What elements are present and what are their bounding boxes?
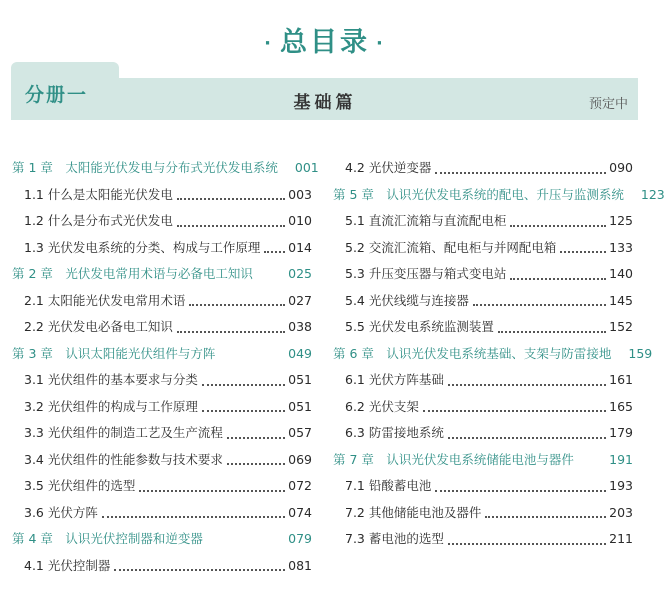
toc-section-row[interactable] [333, 420, 633, 447]
dot-leader [227, 463, 285, 465]
toc-entry-title: 2.2 光伏发电必备电工知识 [24, 319, 173, 334]
toc-page-number: 145 [609, 292, 633, 308]
dot-leader [177, 225, 285, 227]
toc-column-left [12, 155, 319, 579]
toc-page-number: 010 [288, 213, 312, 228]
toc-section-row[interactable] [12, 314, 312, 341]
toc-entry-title: 6.1 光伏方阵基础 [345, 372, 444, 387]
toc-chapter-row[interactable] [333, 182, 665, 209]
toc-section-row[interactable] [333, 394, 633, 421]
toc-entry-title: 5.3 升压变压器与箱式变电站 [345, 266, 507, 281]
dot-leader [177, 331, 285, 333]
toc-page-number: 014 [288, 239, 312, 255]
toc-entry-title: 第 1 章 太阳能光伏发电与分布式光伏发电系统 [12, 160, 278, 175]
toc-entry-title: 第 4 章 认识光伏控制器和逆变器 [12, 531, 203, 546]
toc-column-right [333, 155, 665, 553]
toc-section-row[interactable] [333, 473, 633, 500]
toc-page-number: 074 [288, 504, 312, 520]
toc-entry-title: 3.6 光伏方阵 [24, 504, 98, 520]
toc-page-number: 072 [288, 478, 312, 493]
toc-entry-title: 7.2 其他储能电池及器件 [345, 504, 482, 520]
dot-leader [510, 278, 606, 280]
toc-entry-title: 3.2 光伏组件的构成与工作原理 [24, 398, 198, 414]
dot-leader [435, 172, 606, 174]
toc-chapter-row[interactable] [12, 261, 312, 288]
dot-leader [114, 569, 285, 571]
toc-page-number: 069 [288, 451, 312, 467]
toc-section-row[interactable] [333, 208, 633, 235]
toc-entry-title: 1.3 光伏发电系统的分类、构成与工作原理 [24, 239, 261, 255]
toc-entry-title: 第 3 章 认识太阳能光伏组件与方阵 [12, 345, 216, 361]
toc-page-number: 165 [609, 398, 633, 414]
dot-leader [448, 384, 606, 386]
toc-entry-title: 2.1 太阳能光伏发电常用术语 [24, 292, 186, 308]
toc-page-number: 051 [288, 372, 312, 387]
toc-section-row[interactable] [12, 182, 312, 209]
toc-section-row[interactable] [12, 288, 312, 315]
toc-page-number: 057 [288, 425, 312, 440]
toc-entry-title: 1.2 什么是分布式光伏发电 [24, 213, 173, 228]
toc-page-number: 159 [628, 345, 653, 361]
toc-page-number: 123 [640, 186, 665, 202]
toc-entry-title: 4.1 光伏控制器 [24, 557, 111, 573]
toc-entry-title: 第 5 章 认识光伏发电系统的配电、升压与监测系统 [333, 186, 624, 202]
toc-section-row[interactable] [12, 553, 312, 580]
toc-entry-title: 5.2 交流汇流箱、配电柜与并网配电箱 [345, 239, 557, 255]
page-title [0, 20, 650, 59]
toc-entry-title: 第 2 章 光伏发电常用术语与必备电工知识 [12, 266, 253, 281]
toc-section-row[interactable] [333, 526, 633, 553]
toc-entry-title: 5.5 光伏发电系统监测装置 [345, 319, 494, 334]
toc-section-row[interactable] [12, 235, 312, 262]
dot-leader [560, 251, 606, 253]
toc-chapter-row[interactable] [12, 155, 319, 182]
toc-page-number: 179 [609, 425, 633, 440]
dot-leader [435, 490, 606, 492]
toc-entry-title: 7.1 铅酸蓄电池 [345, 478, 432, 493]
dot-leader [264, 251, 285, 253]
toc-entry-title: 6.2 光伏支架 [345, 398, 419, 414]
toc-chapter-row[interactable] [12, 341, 312, 368]
dot-leader [139, 490, 285, 492]
toc-page-number: 140 [609, 266, 633, 281]
toc-section-row[interactable] [333, 155, 633, 182]
toc-page-number: 003 [288, 186, 312, 202]
toc-section-row[interactable] [12, 473, 312, 500]
toc-page-number: 193 [609, 478, 633, 493]
toc-page-number: 191 [609, 451, 633, 467]
toc-section-row[interactable] [12, 500, 312, 527]
dot-leader [498, 331, 606, 333]
toc-page-number: 152 [609, 319, 633, 334]
dot-leader [510, 225, 606, 227]
toc-section-row[interactable] [333, 261, 633, 288]
title-dot-left: · [264, 33, 274, 54]
toc-entry-title: 3.5 光伏组件的选型 [24, 478, 136, 493]
toc-section-row[interactable] [12, 420, 312, 447]
dot-leader [227, 437, 285, 439]
toc-page-number: 001 [294, 160, 319, 175]
toc-entry-title: 3.3 光伏组件的制造工艺及生产流程 [24, 425, 223, 440]
dot-leader [202, 384, 285, 386]
toc-chapter-row[interactable] [333, 341, 653, 368]
toc-page-number: 090 [609, 160, 633, 175]
toc-entry-title: 3.4 光伏组件的性能参数与技术要求 [24, 451, 223, 467]
toc-section-row[interactable] [333, 314, 633, 341]
toc-section-row[interactable] [333, 367, 633, 394]
title-text: 总目录 [280, 27, 370, 58]
toc-entry-title: 第 6 章 认识光伏发电系统基础、支架与防雷接地 [333, 345, 612, 361]
toc-page-number: 211 [609, 531, 633, 546]
toc-chapter-row[interactable] [333, 447, 633, 474]
toc-entry-title: 6.3 防雷接地系统 [345, 425, 444, 440]
dot-leader [177, 198, 285, 200]
status-label: 预定中 [588, 97, 628, 112]
toc-page-number: 203 [609, 504, 633, 520]
title-dot-right: · [376, 33, 386, 54]
band-title: 基础篇 [293, 93, 357, 113]
dot-leader [473, 304, 606, 306]
toc-entry-title: 3.1 光伏组件的基本要求与分类 [24, 372, 198, 387]
toc-page-number: 161 [609, 372, 633, 387]
toc-page-number: 079 [288, 531, 312, 546]
dot-leader [448, 543, 606, 545]
toc-entry-title: 4.2 光伏逆变器 [345, 160, 432, 175]
dot-leader [102, 516, 285, 518]
toc-section-row[interactable] [333, 235, 633, 262]
toc-section-row[interactable] [12, 367, 312, 394]
toc-section-row[interactable] [12, 394, 312, 421]
toc-page-number: 081 [288, 557, 312, 573]
dot-leader [448, 437, 606, 439]
toc-page-number: 038 [288, 319, 312, 334]
toc-section-row[interactable] [12, 447, 312, 474]
toc-page-number: 049 [288, 345, 312, 361]
toc-section-row[interactable] [333, 288, 633, 315]
toc-entry-title: 5.1 直流汇流箱与直流配电柜 [345, 213, 507, 228]
toc-page-number: 125 [609, 213, 633, 228]
toc-entry-title: 5.4 光伏线缆与连接器 [345, 292, 469, 308]
toc-page-number: 025 [288, 266, 312, 281]
toc-entry-title: 7.3 蓄电池的选型 [345, 531, 444, 546]
volume-label: 分册一 [25, 84, 89, 106]
toc-entry-title: 第 7 章 认识光伏发电系统储能电池与器件 [333, 451, 574, 467]
dot-leader [485, 516, 606, 518]
toc-page-number: 051 [288, 398, 312, 414]
toc-page-number: 027 [288, 292, 312, 308]
dot-leader [189, 304, 285, 306]
toc-page-number: 133 [609, 239, 633, 255]
dot-leader [202, 410, 285, 412]
toc-section-row[interactable] [333, 500, 633, 527]
toc-chapter-row[interactable] [12, 526, 312, 553]
dot-leader [423, 410, 606, 412]
toc-entry-title: 1.1 什么是太阳能光伏发电 [24, 186, 173, 202]
toc-section-row[interactable] [12, 208, 312, 235]
